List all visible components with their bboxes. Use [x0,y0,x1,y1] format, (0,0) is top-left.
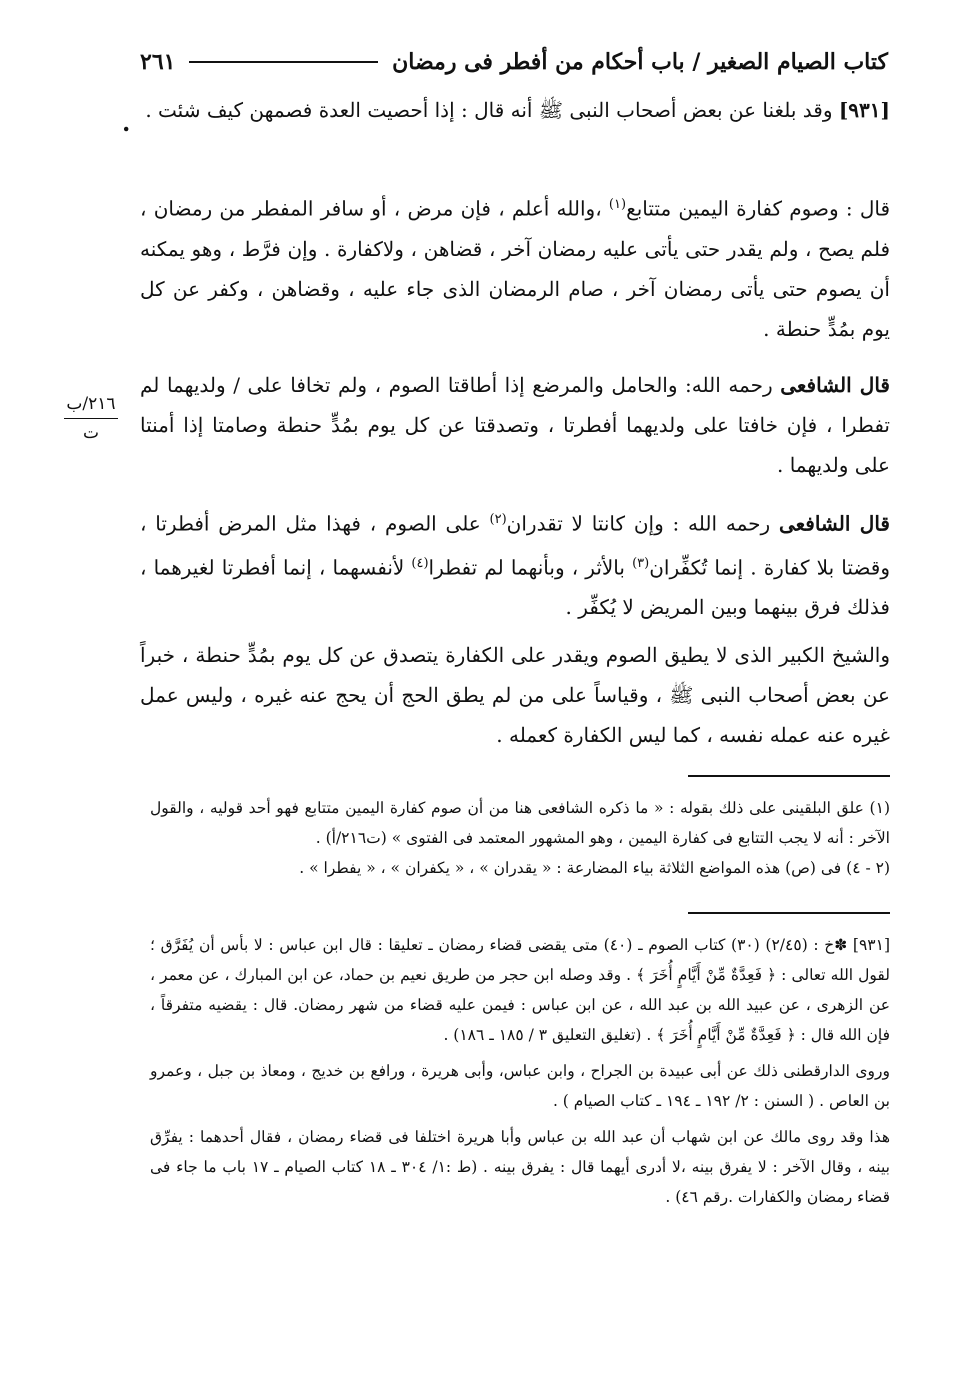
paragraph-qal-1-text-a: قال : وصوم كفارة اليمين متتابع [626,196,891,221]
page-number: ٢٦١ [140,49,176,75]
margin-ref-top: ٢١٦/ب [66,394,116,414]
footnotes [150,793,890,883]
paragraph-qal-1-text-b: ،والله أعلم ، فإن مرض ، أو سافر المفطر من رمضان ، فلم يصح ، ولم يقدر حتى يأتى عليه رمضان آخر ، قضاهن ، ولاكفارة . وإن فرَّط ، وهو يمكنه أن يصوم حتى يأتى رمضان آخر ، صام الرمضان الذى جاء عليه ، وقضاهن ، وكفر عن كل يوم بمُدٍّ حنطة . [140,196,890,341]
footnote-1: (١) علق البلقينى على ذلك بقوله : « ما ذكره الشافعى هنا من أن صوم كفارة اليمين متتابع فهو أحد قوليه ، والقول الآخر : أنه لا يجب التتابع فى كفارة اليمين ، وهو المشهور المعتمد فى الفتوى » (ت٢١٦/أ) . [150,799,890,847]
paragraph-qal-1 [140,185,890,349]
paragraph-shafii-2 [140,500,890,627]
paragraph-931 [140,90,890,130]
hadith-number: [٩٣١] [838,98,890,122]
stray-dot: . [122,108,131,137]
manuscript-margin-reference [64,394,118,443]
paragraph-shaykh-text: والشيخ الكبير الذى لا يطيق الصوم ويقدر على الكفارة يتصدق عن كل يوم بمُدٍّ حنطة ، خبراً عن بعض أصحاب النبى ﷺ ، وقياساً على من لم يطق الحج أن يحج عنه غيره ، وليس عمل غيره عنه عمله نفسه ، كما ليس الكفارة كعمله . [140,643,890,747]
footnotes-separator [688,775,890,777]
margin-ref-line [64,418,118,419]
footnote-ref-3: (٣) [632,555,650,571]
takhrij-notes [150,930,890,1212]
footnote-ref-2: (٢) [489,512,507,527]
running-header [140,42,888,82]
paragraph-shaykh [140,635,890,755]
paragraph-shafii-1-text: رحمه الله: والحامل والمرضع إذا أطاقتا الصوم ، ولم تخافا على / ولديهما لم تفطرا ، فإن خافتا على ولديهما أفطرتا ، وتصدقتا عن كل يوم بمُدٍّ حنطة وصامتا إذا أمنتا على ولديهما . [140,373,890,477]
takhrij-note-2: وروى الدارقطنى ذلك عن أبى عبيدة بن الجراح ، وابن عباس، وأبى هريرة ، ورافع بن خديج ، ومعاذ بن جبل ، وعمرو بن العاص . ( السنن : ٢/ ١٩٢ ـ ١٩٤ ـ كتاب الصيام ) . [150,1062,890,1110]
speaker-label: قال الشافعى [778,511,890,536]
header-title: كتاب الصيام الصغير / باب أحكام من أفطر فى رمضان [392,49,888,75]
paragraph-shafii-2-text-c: بالأثر ، وبأنهما لم تفطرا [428,555,633,580]
margin-ref-bottom: ت [82,423,99,443]
paragraph-931-text: وقد بلغنا عن بعض أصحاب النبى ﷺ أنه قال : إذا أحصيت العدة فصمهن كيف شئت . [145,98,839,122]
speaker-label: قال الشافعى [780,373,890,397]
footnote-ref-4: (٤) [411,555,429,571]
paragraph-shafii-2-text-b: على الصوم ، فهذا مثل المرض أفطرتا ، وقضتا بلا كفارة . إنما تُكفِّران [140,511,890,580]
takhrij-separator [688,912,890,914]
takhrij-note-3: هذا وقد روى مالك عن ابن شهاب أن عبد الله بن عباس وأبا هريرة اختلفا فى قضاء رمضان ، فقال أحدهما : يفرِّق بينه ، وقال الآخر : لا يفرق بينه ،لا أدرى أيهما قال : يفرق بينه . (ط :١/ ٣٠٤ ـ ١٨ كتاب الصيام ـ ١٧ باب ما جاء فى قضاء رمضان والكفارات .رقم ٤٦) . [150,1128,890,1206]
paragraph-shafii-2-text-d: لأنفسهما ، إنما أفطرتا لغيرهما ، فذلك فرق بينهما وبين المريض لا يُكفِّر . [140,555,890,620]
footnote-2-4: (٢ - ٤) فى (ص) هذه المواضع الثلاثة بياء المضارعة : « يقدران » ، « يكفران » ، « يفطرا » . [299,859,890,877]
header-rule [189,61,378,63]
paragraph-shafii-1 [140,365,890,485]
takhrij-note-1: [٩٣١] ✽خ : (٢/٤٥) (٣٠) كتاب الصوم ـ (٤٠) متى يقضى قضاء رمضان ـ تعليقا : قال ابن عباس : لا بأس أن يُفَرَّق ؛ لقول الله تعالى : ﴿ فَعِدَّةٌ مِّنْ أَيَّامٍ أُخَرَ ﴾ . وقد وصله ابن حجر من طريق نعيم بن حماد، عن ابن المبارك ، عن معمر ، عن الزهرى ، عن عبيد الله بن عبد الله ، عن ابن عباس : فيمن عليه قضاء من شهر رمضان. قال : يقضيه متفرقاً ، فإن الله قال : ﴿ فَعِدَّةٌ مِّنْ أَيَّامٍ أُخَرَ ﴾ . (تغليق التعليق ٣ / ١٨٥ ـ ١٨٦) . [150,936,890,1044]
paragraph-shafii-2-text-a: رحمه الله : وإن كانتا لا تقدران [506,511,779,536]
footnote-ref-1: (١) [608,197,627,212]
